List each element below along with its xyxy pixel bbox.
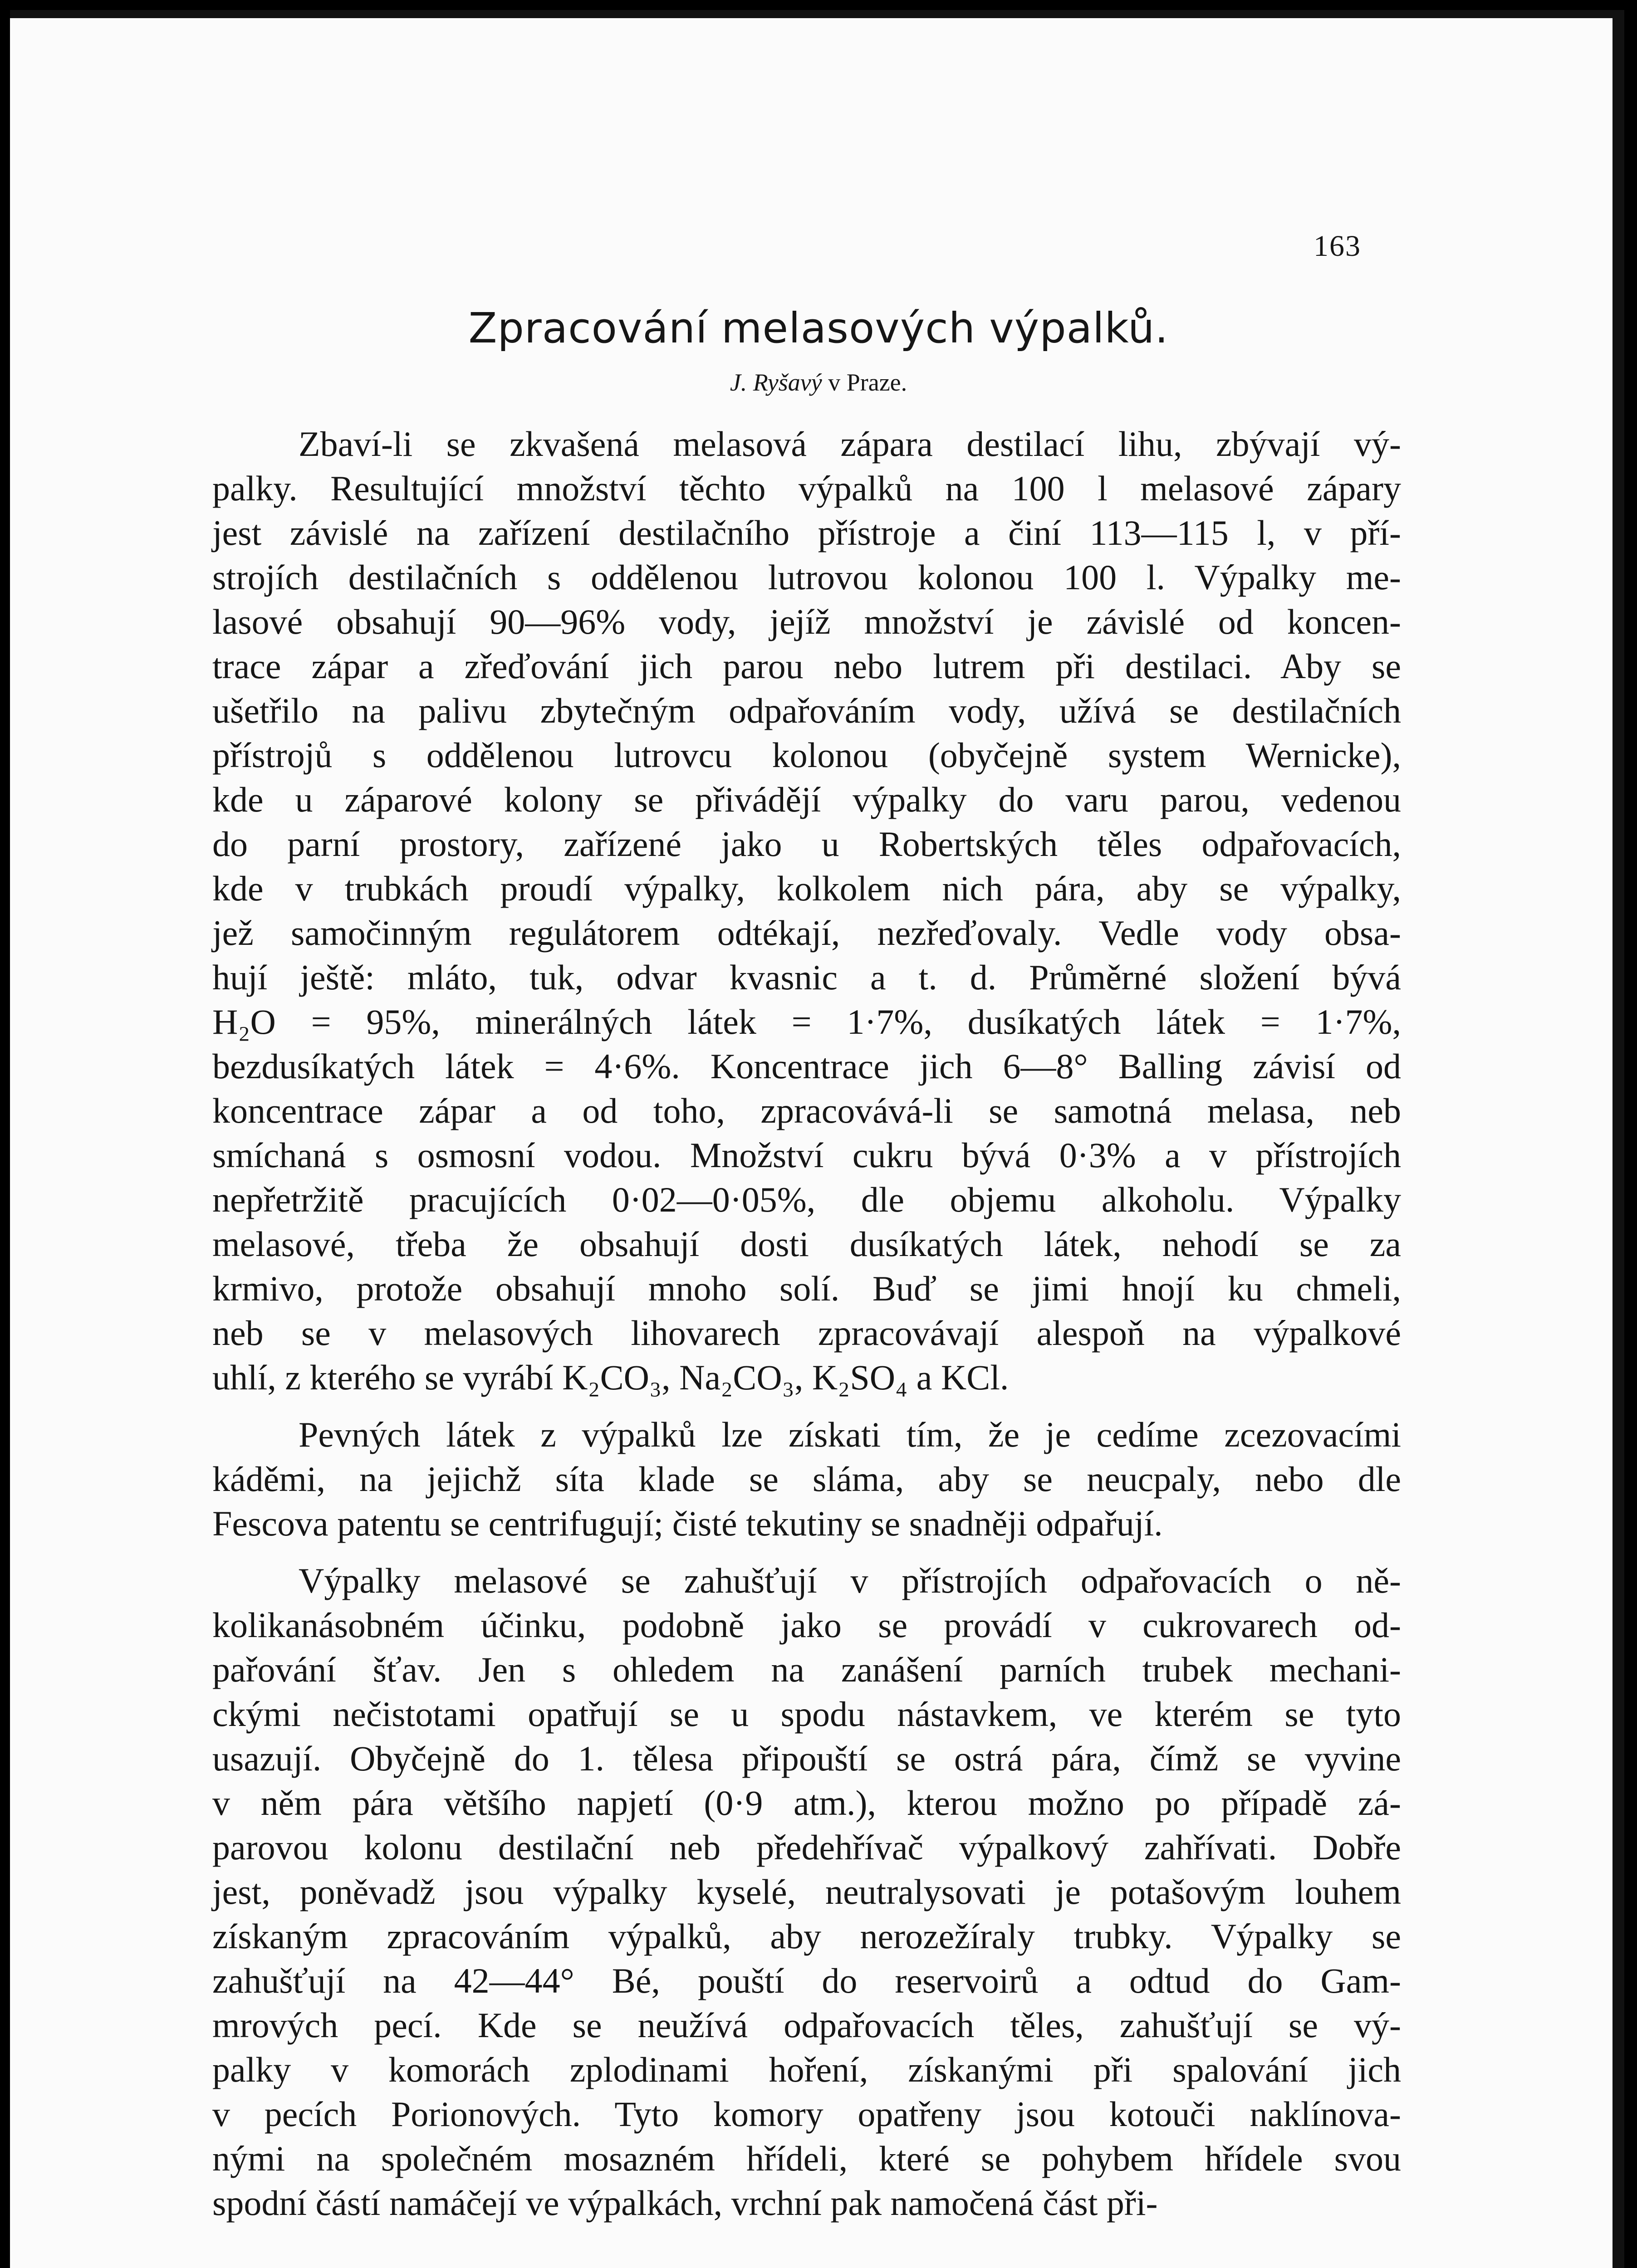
article-title: Zpracování melasových výpalků.: [468, 304, 1169, 352]
text-line: smíchaná s osmosní vodou. Množství cukru bývá 0·3% a v přístrojích: [212, 1135, 1401, 1175]
paragraph-gap: [212, 1546, 1401, 1559]
text-line: Zbaví-li se zkvašená melasová zápara destilací lihu, zbývají vý-: [299, 424, 1401, 464]
text-line: parovou kolonu destilační neb předehřívač výpalkový zahřívati. Dobře: [212, 1828, 1401, 1867]
text-line: jest, poněvadž jsou výpalky kyselé, neutralysovati je potašovým louhem: [212, 1872, 1401, 1911]
page-number: 163: [1314, 230, 1361, 263]
text-line: kde u záparové kolony se přivádějí výpalky do varu parou, vedenou: [212, 780, 1401, 819]
text-line: palky. Resultující množství těchto výpalků na 100 l melasové zápary: [212, 469, 1401, 508]
text-line: trace zápar a zřeďování jich parou nebo lutrem při destilaci. Aby se: [212, 646, 1401, 686]
text-line: nými na společném mosazném hřídeli, které se pohybem hřídele svou: [212, 2139, 1401, 2178]
text-line: v pecích Porionových. Tyto komory opatřeny jsou kotouči naklínova-: [212, 2094, 1401, 2134]
text-line: jest závislé na zařízení destilačního přístroje a činí 113—115 l, v pří-: [212, 513, 1401, 552]
text-line: uhlí, z kterého se vyrábí K₂CO₃, Na₂CO₃, K₂SO₄ a KCl.: [212, 1358, 1009, 1397]
text-line: Pevných látek z výpalků lze získati tím, že je cedíme zcezovacími: [299, 1415, 1401, 1454]
text-line: do parní prostory, zařízené jako u Robertských těles odpařovacích,: [212, 824, 1401, 864]
text-line: palky v komorách zplodinami hoření, získanými při spalování jich: [212, 2050, 1401, 2089]
text-line: zahušťují na 42—44° Bé, pouští do reservoirů a odtud do Gam-: [212, 1961, 1401, 2000]
text-line: nepřetržitě pracujících 0·02—0·05%, dle objemu alkoholu. Výpalky: [212, 1180, 1401, 1219]
text-line: Fescova patentu se centrifugují; čisté tekutiny se snadněji odpařují.: [212, 1504, 1163, 1543]
text-line: získaným zpracováním výpalků, aby nerozežíraly trubky. Výpalky se: [212, 1916, 1401, 1956]
text-line: káděmi, na jejichž síta klade se sláma, aby se neucpaly, nebo dle: [212, 1459, 1401, 1499]
text-line: koncentrace zápar a od toho, zpracovává-li se samotná melasa, neb: [212, 1091, 1401, 1130]
text-line: hují ještě: mláto, tuk, odvar kvasnic a t. d. Průměrné složení bývá: [212, 958, 1401, 997]
text-line: krmivo, protože obsahují mnoho solí. Buď se jimi hnojí ku chmeli,: [212, 1269, 1401, 1308]
text-line: lasové obsahují 90—96% vody, jejíž množství je závislé od koncen-: [212, 602, 1401, 641]
scan-border-top: [10, 10, 1624, 18]
text-line: strojích destilačních s oddělenou lutrovou kolonou 100 l. Výpalky me-: [212, 557, 1401, 597]
text-line: spodní částí namáčejí ve výpalkách, vrchní pak namočená část při-: [212, 2183, 1158, 2223]
paragraph: [212, 1559, 1401, 2225]
author-name: J. Ryšavý: [730, 369, 822, 396]
text-line: přístrojů s oddělenou lutrovcu kolonou (obyčejně system Wernicke),: [212, 735, 1401, 775]
author-line: [0, 368, 1637, 396]
paragraph-gap: [212, 1400, 1401, 1413]
text-line: mrových pecí. Kde se neužívá odpařovacích těles, zahušťují se vý-: [212, 2005, 1401, 2045]
text-line: Výpalky melasové se zahušťují v přístrojích odpařovacích o ně-: [299, 1561, 1401, 1600]
text-line: v něm pára většího napjetí (0·9 atm.), kterou možno po případě zá-: [212, 1783, 1401, 1823]
author-place: v Praze.: [822, 369, 907, 396]
text-line: pařování šťav. Jen s ohledem na zanášení parních trubek mechani-: [212, 1650, 1401, 1689]
text-line: ušetřilo na palivu zbytečným odpařováním vody, užívá se destilačních: [212, 691, 1401, 730]
text-line: jež samočinným regulátorem odtékají, nezřeďovaly. Vedle vody obsa-: [212, 913, 1401, 953]
text-line: melasové, třeba že obsahují dosti dusíkatých látek, nehodí se za: [212, 1224, 1401, 1264]
article-body: [212, 422, 1401, 2225]
text-line: kolikanásobném účinku, podobně jako se provádí v cukrovarech od-: [212, 1605, 1401, 1645]
paragraph: [212, 422, 1401, 1400]
text-line: neb se v melasových lihovarech zpracovávají alespoň na výpalkové: [212, 1313, 1401, 1353]
text-line: usazují. Obyčejně do 1. tělesa připouští se ostrá pára, čímž se vyvine: [212, 1739, 1401, 1778]
text-line: ckými nečistotami opatřují se u spodu nástavkem, ve kterém se tyto: [212, 1694, 1401, 1734]
text-line: bezdusíkatých látek = 4·6%. Koncentrace jich 6—8° Balling závisí od: [212, 1046, 1401, 1086]
paragraph: [212, 1413, 1401, 1546]
text-line: kde v trubkách proudí výpalky, kolkolem nich pára, aby se výpalky,: [212, 869, 1401, 908]
text-line: H₂O = 95%, minerálných látek = 1·7%, dusíkatých látek = 1·7%,: [212, 1002, 1401, 1041]
